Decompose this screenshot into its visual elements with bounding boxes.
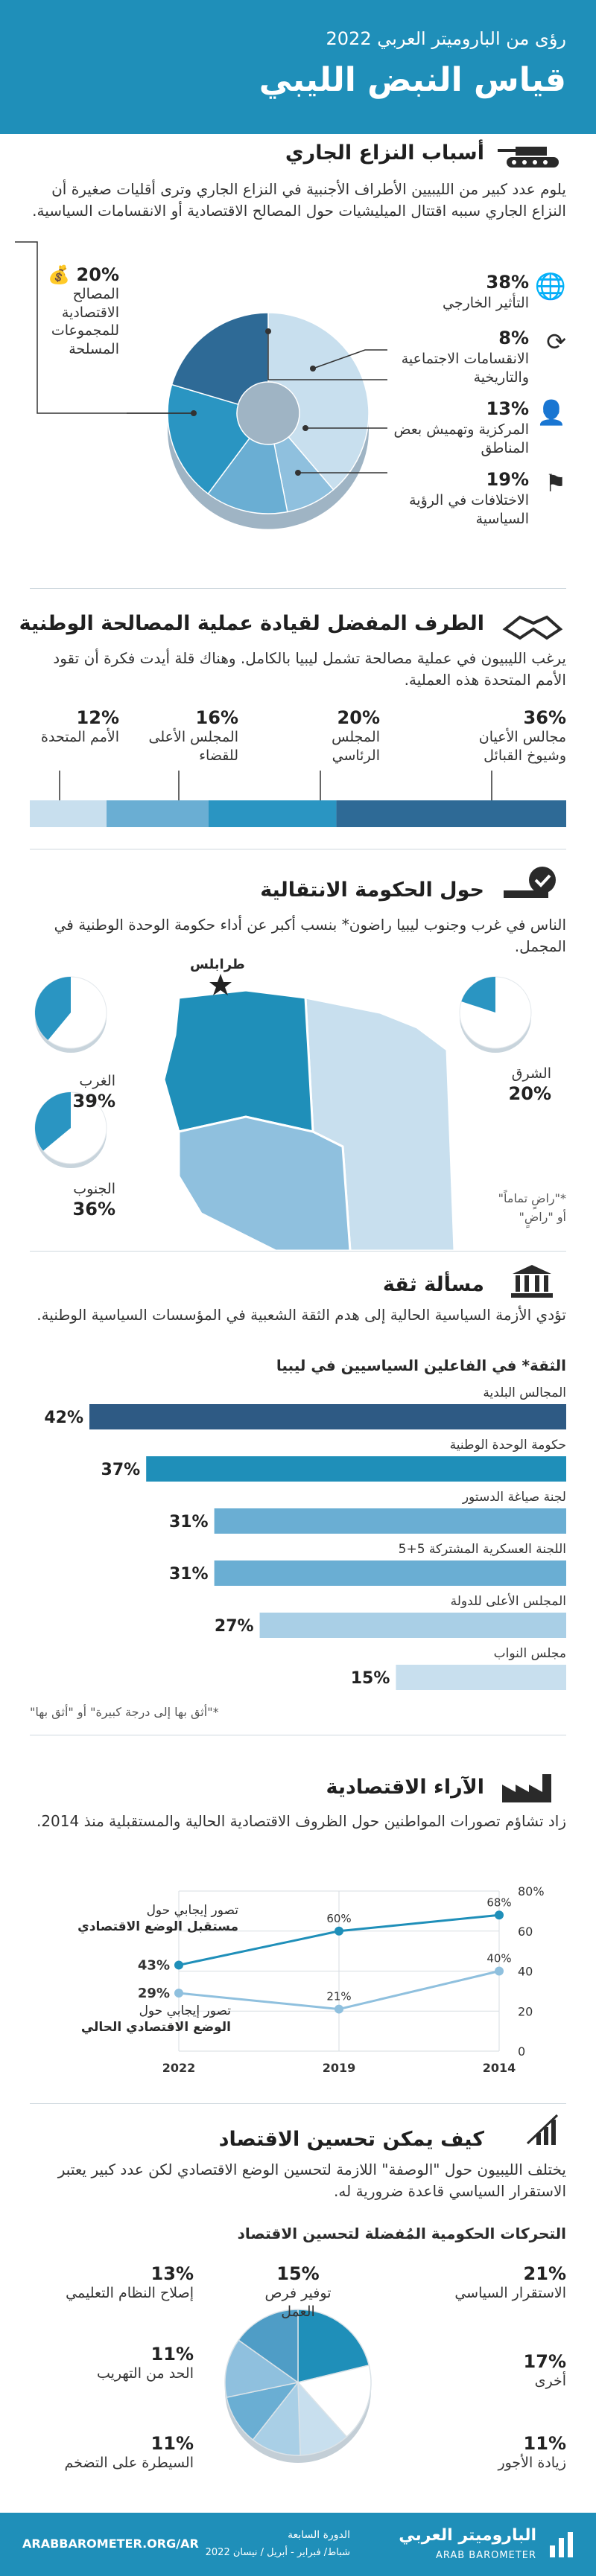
trust-bar-value-2: 37% bbox=[101, 1461, 141, 1479]
footer-dates: شباط/ فبراير - أبريل / نيسان 2022 bbox=[205, 2547, 350, 2558]
recon-1-text: مجالس الأعيان وشيوخ القبائل bbox=[478, 729, 566, 764]
recon-4-pct: 12% bbox=[76, 707, 119, 728]
improve-4-pct: 11% bbox=[150, 2433, 194, 2454]
improve-2-pct: 17% bbox=[523, 2351, 566, 2372]
improve-5-text: الحد من التهريب bbox=[96, 2365, 194, 2382]
trust-bar-value-6: 15% bbox=[350, 1669, 390, 1688]
causes-title: أسباب النزاع الجاري bbox=[285, 141, 484, 165]
cause-1-text: التأثير الخارجي bbox=[442, 295, 529, 311]
satisfaction-note-1: *"راضٍ تماماً" bbox=[498, 1191, 566, 1205]
transitional-title: حول الحكومة الانتقالية bbox=[260, 879, 484, 902]
econ-point-label-2-2: 21% bbox=[326, 1989, 352, 2003]
causes-leader-dot-3 bbox=[302, 425, 308, 431]
trust-bar-label-2: حكومة الوحدة الوطنية bbox=[449, 1438, 566, 1453]
region-south-label bbox=[34, 1180, 115, 1220]
arab-barometer-logo-icon bbox=[545, 2528, 580, 2562]
footer-brand-ar: الباروميتر العربي bbox=[399, 2526, 536, 2545]
cause-1-pct: 38% bbox=[486, 272, 529, 293]
cycle-icon: ⟳ bbox=[546, 328, 566, 356]
trust-bar-value-1: 42% bbox=[44, 1409, 83, 1427]
causes-text: يلوم عدد كبير من الليبيين الأطراف الأجنبية في النزاع الجاري وترى أقليات صغيرة أن النزاع الجاري سببه اقتتال الميليشيات حول المصالح الاقتصادية أو الانقسامات السياسية. bbox=[32, 180, 566, 220]
improve-6-text: إصلاح النظام التعليمي bbox=[66, 2285, 194, 2301]
econ-xtick-0: 2014 bbox=[482, 2061, 516, 2075]
econ-point-label-2-1: 40% bbox=[486, 1951, 512, 1966]
cause-5-pct: 20% bbox=[76, 264, 119, 285]
trust-subtitle: الثقة* في الفاعلين السياسيين في ليبيا bbox=[276, 1356, 566, 1374]
region-east-label bbox=[477, 1065, 551, 1104]
trust-bar-value-5: 27% bbox=[214, 1617, 254, 1636]
econ-xtick-2: 2022 bbox=[162, 2061, 196, 2075]
trust-bar-5 bbox=[260, 1613, 566, 1638]
footer bbox=[0, 2513, 596, 2576]
causes-leader-dot-2 bbox=[265, 328, 271, 334]
improve-1-pct: 21% bbox=[523, 2263, 566, 2284]
factory-icon bbox=[498, 1768, 566, 1805]
econ-point-label-2-3: 29% bbox=[137, 1986, 170, 2002]
economy-text: زاد تشاؤم تصورات المواطنين حول الظروف الاقتصادية الحالية والمستقبلية منذ 2014. bbox=[36, 1812, 566, 1830]
trust-bar-1 bbox=[89, 1404, 566, 1429]
trust-bar-label-6: مجلس النواب bbox=[493, 1646, 566, 1661]
trust-bar-label-4: اللجنة العسكرية المشتركة 5+5 bbox=[398, 1542, 566, 1557]
improve-7-text: توفير فرص العمل bbox=[264, 2285, 332, 2320]
cause-2-text: الانقسامات الاجتماعية والتاريخية bbox=[401, 351, 529, 386]
improve-label-4 bbox=[30, 2433, 194, 2473]
header-title: قياس النبض الليبي bbox=[259, 61, 566, 99]
trust-bar-3 bbox=[215, 1508, 566, 1534]
trust-bar-value-3: 31% bbox=[168, 1513, 209, 1531]
econ-point-1-1 bbox=[495, 1910, 504, 1919]
trust-bar-label-3: لجنة صياغة الدستور bbox=[462, 1490, 566, 1505]
signpost-icon: ⚑ bbox=[545, 469, 566, 497]
recon-label-2 bbox=[283, 707, 380, 765]
econ-point-2-1 bbox=[495, 1967, 504, 1976]
cause-label-2 bbox=[380, 328, 566, 386]
econ-point-2-3 bbox=[174, 1989, 183, 1998]
improve-label-1 bbox=[432, 2263, 566, 2303]
econ-point-label-1-1: 68% bbox=[486, 1896, 512, 1910]
recon-4-text: الأمم المتحدة bbox=[41, 729, 119, 745]
reconciliation-title: الطرف المفضل لقيادة عملية المصالحة الوطنية bbox=[19, 612, 484, 635]
recon-2-text: المجلس الرئاسي bbox=[332, 729, 380, 764]
cause-label-1 bbox=[380, 272, 566, 313]
handshake-icon bbox=[498, 607, 566, 644]
recon-1-pct: 36% bbox=[523, 707, 566, 728]
region-west-pct: 39% bbox=[72, 1090, 115, 1112]
trust-bar-2 bbox=[146, 1456, 566, 1482]
causes-leader-dot-4 bbox=[295, 470, 301, 476]
econ-ytick-0: 0 bbox=[518, 2044, 526, 2059]
econ-point-label-1-3: 43% bbox=[137, 1957, 170, 1974]
transitional-text: الناس في غرب وجنوب ليبيا راضون* بنسب أكبر عن أداء حكومة الوحدة الوطنية في المجمل. bbox=[54, 916, 566, 955]
map-south-region bbox=[179, 1117, 350, 1251]
improve-1-text: الاستقرار السياسي bbox=[454, 2285, 566, 2301]
recon-segment-2 bbox=[209, 800, 336, 827]
trust-bar-6 bbox=[396, 1665, 566, 1690]
footer-url[interactable]: ARABBAROMETER.ORG/AR bbox=[22, 2537, 199, 2551]
econ-point-1-2 bbox=[335, 1927, 343, 1936]
trust-bar-4 bbox=[215, 1560, 566, 1586]
map-west-region bbox=[164, 990, 313, 1132]
recon-segment-3 bbox=[107, 800, 209, 827]
econ-ytick-1: 20 bbox=[518, 2004, 533, 2019]
reconciliation-text: يرغب الليبيون في عملية مصالحة تشمل ليبيا بالكامل. وهناك قلة أيدت فكرة أن تقود الأمم المتحدة هذه العملية. bbox=[53, 649, 566, 689]
recon-2-pct: 20% bbox=[337, 707, 380, 728]
future-outlook-label bbox=[15, 1902, 238, 1935]
region-south-pct: 36% bbox=[72, 1198, 115, 1220]
econ-point-label-1-2: 60% bbox=[326, 1911, 352, 1925]
current-outlook-label bbox=[15, 2003, 231, 2035]
future-label-line-2: مستقبل الوضع الاقتصادي bbox=[77, 1919, 238, 1935]
footer-brand-en: ARAB BAROMETER bbox=[435, 2550, 536, 2561]
trust-bar-label-1: المجالس البلدية bbox=[483, 1386, 566, 1400]
improve-2-text: أخرى bbox=[534, 2373, 566, 2389]
econ-ytick-2: 40 bbox=[518, 1964, 533, 1979]
institution-icon bbox=[498, 1262, 566, 1299]
trust-bar-value-4: 31% bbox=[168, 1565, 209, 1584]
divider-1 bbox=[30, 588, 566, 589]
divider-5 bbox=[30, 2103, 566, 2104]
header-subtitle: رؤى من الباروميتر العربي 2022 bbox=[326, 28, 566, 49]
cause-2-pct: 8% bbox=[498, 328, 529, 348]
cause-4-text: الاختلافات في الرؤية السياسية bbox=[409, 492, 529, 527]
region-east-name: الشرق bbox=[511, 1065, 551, 1082]
recon-segment-4 bbox=[30, 800, 107, 827]
cause-3-text: المركزية وتهميش بعض المناطق bbox=[393, 421, 529, 456]
causes-leader-dot-1 bbox=[310, 366, 316, 372]
recon-3-text: المجلس الأعلى للقضاء bbox=[148, 729, 238, 764]
satisfaction-note-2: أو "راضٍ" bbox=[519, 1210, 566, 1224]
check-badge-icon bbox=[498, 864, 566, 901]
globe-icon: 🌐 bbox=[534, 272, 566, 302]
cause-label-5 bbox=[30, 264, 119, 359]
improve-7-pct: 15% bbox=[276, 2263, 320, 2284]
region-east-pct: 20% bbox=[508, 1083, 551, 1104]
divider-3 bbox=[30, 1251, 566, 1252]
improve-label-3 bbox=[432, 2433, 566, 2473]
trust-note: *"أثق بها إلى درجة كبيرة" أو "أثق بها" bbox=[30, 1705, 219, 1719]
econ-ytick-3: 60 bbox=[518, 1924, 533, 1939]
cause-4-pct: 19% bbox=[486, 469, 529, 490]
improve-3-text: زيادة الأجور bbox=[498, 2455, 566, 2471]
improve-text: يختلف الليبيون حول "الوصفة" اللازمة لتحسين الوضع الاقتصادي لكن عدد كبير يعتبر الاستقرار السياسي قاعدة ضرورية له. bbox=[57, 2161, 566, 2200]
current-label-line-1: تصور إيجابي حول bbox=[139, 2003, 231, 2018]
cause-3-pct: 13% bbox=[486, 398, 529, 419]
econ-ytick-4: 80% bbox=[518, 1884, 545, 1898]
region-west-name: الغرب bbox=[79, 1073, 115, 1089]
future-label-line-1: تصور إيجابي حول bbox=[146, 1903, 238, 1918]
trust-bar-chart bbox=[30, 1383, 566, 1696]
current-label-line-2: الوضع الاقتصادي الحالي bbox=[80, 2020, 231, 2035]
region-west-label bbox=[34, 1072, 115, 1112]
improve-label-6 bbox=[30, 2263, 194, 2303]
cause-label-4 bbox=[380, 469, 566, 528]
recon-3-pct: 16% bbox=[195, 707, 238, 728]
tank-icon bbox=[498, 138, 566, 175]
improve-label-7 bbox=[246, 2263, 350, 2321]
growth-chart-icon bbox=[498, 2111, 566, 2148]
improve-title: كيف يمكن تحسين الاقتصاد bbox=[218, 2128, 484, 2151]
improve-label-2 bbox=[432, 2351, 566, 2391]
improve-3-pct: 11% bbox=[523, 2433, 566, 2454]
improve-subtitle: التحركات الحكومية المُفضلة لتحسين الاقتصاد bbox=[237, 2225, 566, 2242]
trust-bar-label-5: المجلس الأعلى للدولة bbox=[450, 1594, 566, 1609]
region-south-name: الجنوب bbox=[73, 1181, 115, 1197]
econ-point-2-2 bbox=[335, 2005, 343, 2014]
money-bag-icon: 💰 bbox=[48, 264, 71, 285]
reconciliation-stacked-bar bbox=[30, 771, 566, 830]
econ-point-1-3 bbox=[174, 1960, 183, 1969]
improve-6-pct: 13% bbox=[150, 2263, 194, 2284]
improve-label-5 bbox=[30, 2344, 194, 2383]
recon-label-1 bbox=[454, 707, 566, 765]
trust-text: تؤدي الأزمة السياسية الحالية إلى هدم الثقة الشعبية في المؤسسات السياسية الوطنية. bbox=[37, 1306, 566, 1324]
recon-segment-1 bbox=[336, 800, 566, 827]
header-banner bbox=[0, 0, 596, 134]
recon-label-3 bbox=[134, 707, 238, 765]
improve-4-text: السيطرة على التضخم bbox=[64, 2455, 194, 2471]
footer-wave: الدورة السابعة bbox=[288, 2529, 350, 2541]
cause-label-3 bbox=[380, 398, 566, 457]
person-icon: 👤 bbox=[536, 398, 566, 427]
improve-5-pct: 11% bbox=[150, 2344, 194, 2365]
economy-title: الآراء الاقتصادية bbox=[326, 1776, 484, 1799]
cause-5-text: المصالح الاقتصادية للمجموعات المسلحة bbox=[51, 286, 119, 358]
capital-label: طرابلس bbox=[190, 957, 245, 972]
recon-label-4 bbox=[30, 707, 119, 747]
trust-title: مسألة ثقة bbox=[382, 1273, 484, 1296]
econ-xtick-1: 2019 bbox=[322, 2061, 356, 2075]
